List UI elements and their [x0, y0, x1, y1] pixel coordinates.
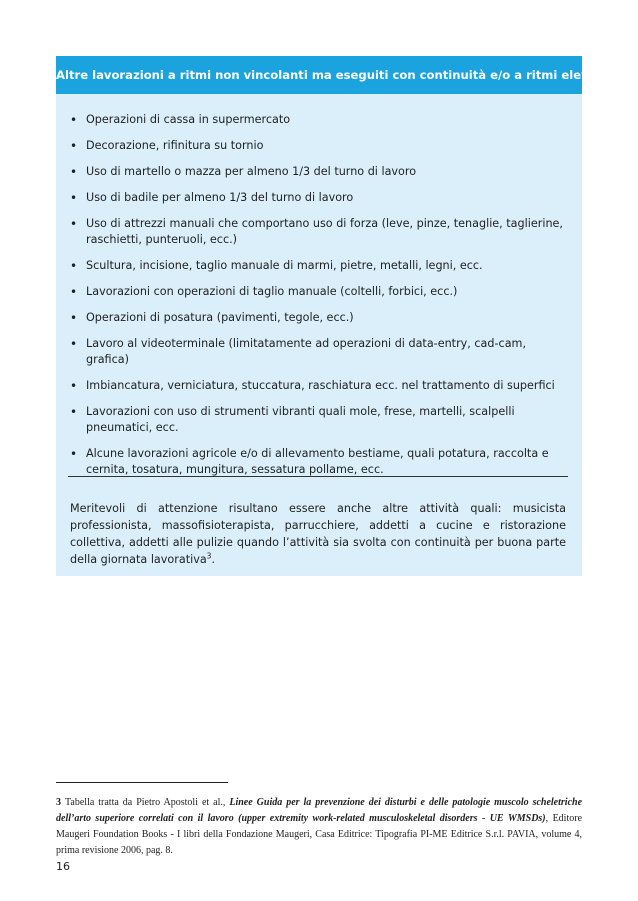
bullet-icon: •: [70, 405, 78, 419]
activity-list: [70, 112, 570, 488]
bullet-icon: •: [70, 337, 78, 351]
bullet-icon: •: [70, 447, 78, 461]
list-item: • Operazioni di cassa in supermercato: [70, 113, 291, 127]
bullet-icon: •: [70, 217, 78, 231]
bullet-icon: •: [70, 139, 78, 153]
bullet-icon: •: [70, 311, 78, 325]
bullet-icon: •: [70, 113, 78, 127]
info-box: [56, 56, 606, 576]
list-item: • Lavoro al videoterminale (limitatamente ad operazioni di data-entry, cad-cam, grafica): [70, 337, 527, 366]
box-header: Altre lavorazioni a ritmi non vincolanti ma eseguiti con continuità e/o a ritmi elevati: [56, 56, 582, 94]
bullet-icon: •: [70, 191, 78, 205]
divider: [68, 476, 568, 477]
bullet-icon: •: [70, 379, 78, 393]
footnote-rule: [56, 782, 228, 783]
footnote-lead: Tabella tratta da Pietro Apostoli et al.,: [65, 797, 226, 808]
bullet-icon: •: [70, 165, 78, 179]
footnote-title: Linee Guida per la prevenzione dei disturbi e delle patologie muscolo scheletriche dell’arto superiore correlati con il lavoro (upper extremity work-related musculoskeletal disorders - UE WMSDs): [56, 797, 583, 824]
footnote-ref[interactable]: 3: [206, 551, 212, 561]
footnote: [56, 795, 582, 859]
list-item: • Decorazione, rifinitura su tornio: [70, 139, 264, 153]
page-number: 16: [56, 860, 70, 873]
list-item: • Lavorazioni con uso di strumenti vibranti quali mole, frese, martelli, scalpelli pneumatici, ecc.: [70, 405, 515, 434]
bullet-icon: •: [70, 259, 78, 273]
list-item: • Imbiancatura, verniciatura, stuccatura, raschiatura ecc. nel trattamento di superfici: [70, 379, 555, 393]
list-item: • Operazioni di posatura (pavimenti, tegole, ecc.): [70, 311, 354, 325]
attention-note: Meritevoli di attenzione risultano essere anche altre attività quali: musicista professionista, massofisioterapista, parrucchiere, addetti a cucine e ristorazione collettiva, addetti alle pulizie quando l’attività sia svolta con continuità per buona parte della giornata lavorativa$^3$.: [70, 502, 566, 567]
list-item: • Uso di martello o mazza per almeno 1/3 del turno di lavoro: [70, 165, 417, 179]
list-item: • Alcune lavorazioni agricole e/o di allevamento bestiame, quali potatura, raccolta e cernita, tosatura, mungitura, sessatura pollame, ecc.: [70, 447, 549, 476]
list-item: • Uso di badile per almeno 1/3 del turno di lavoro: [70, 191, 354, 205]
list-item: • Lavorazioni con operazioni di taglio manuale (coltelli, forbici, ecc.): [70, 285, 458, 299]
list-item: • Scultura, incisione, taglio manuale di marmi, pietre, metalli, legni, ecc.: [70, 259, 483, 273]
footnote-rest: , Editore Maugeri Foundation Books - I libri della Fondazione Maugeri, Casa Editrice: Tipografia PI-ME Editrice S.r.l. PAVIA, volume 4, prima revisione 2006, pag. 8.: [56, 813, 583, 856]
bullet-icon: •: [70, 285, 78, 299]
footnote-number: 3: [56, 797, 61, 808]
list-item: • Uso di attrezzi manuali che comportano uso di forza (leve, pinze, tenaglie, taglierine, raschietti, punteruoli, ecc.): [70, 217, 563, 246]
